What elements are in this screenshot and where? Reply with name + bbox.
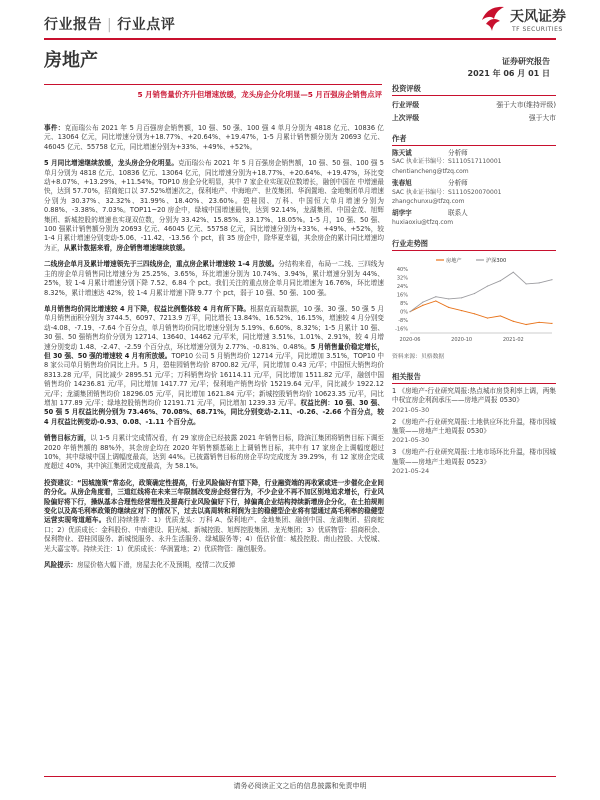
y-tick-label: 40% [396, 267, 408, 274]
paragraph-lead: 单月销售均价同比增速较 4 月下降，权益比例整体较 4 月有所下降。 [44, 304, 251, 313]
author-sac: SAC 执业证书编号：S1110517110001 [392, 158, 502, 166]
paragraph-emphasis: 从累计数据来看，房企销售增速继续放缓。 [63, 243, 190, 252]
paragraph-lead: 二线房企单月及累计增速领先于三四线房企，重点房企累计增速较 1-4 月放缓。 [44, 260, 279, 269]
y-tick-label: 24% [396, 284, 408, 291]
paragraph-investment [44, 479, 384, 554]
data-point [474, 313, 475, 314]
report-type: 证券研究报告 [502, 57, 550, 66]
paragraph-may-growth [44, 159, 384, 253]
data-point [461, 310, 462, 311]
paragraph-text: 克而瑞公布 2021 年 5 月百强房企销售额，10 强、50 强、100 强 5 单月分别为 4818 亿元、10836 亿元、13064 亿元，同比增速分别为+18.77%、+20.64%、+19.47%，环比变动+8.07%、+13.29%、+11.54%。TOP10 房企分化明显，其中 7 家企业实现双位数增长，融创中国在 中增速最快，达到 57.70%，招商蛇口以 37.52%增速次之，保利地产、中海地产、世茂集团、华润置地、金地集团单月增速分别为 30.37%、32.32%、31.99%、18.40%、23.60%。碧桂园、万科、中国恒大单月增速分别为 0.88%、-3.38%、7.03%。TOP11~20 房企中，绿城中国增速最快，达到 92.14%，龙湖集团、中国金茂、旭辉集团、新城控股的增速也实现双位数，分别为 33.42%、15.85%、33.17%、18.05%。1-5 月，10 强、50 强、100 强累计销售额分别为 20693 亿元、46045 亿元、55758 亿元，同比增速分别为+33%、+49%、+52%，较 1-4 月累计增速分别变动-5.06、-11.42、-13.56 个 pct，前 35 房企中，除华夏幸福，其余房企的累计同比增速均为正， [44, 159, 384, 252]
rating-key: 上次评级 [392, 114, 420, 122]
paragraph-text: 房屋价格大幅下滑，房屋去化不及预期，疫情二次反弹 [76, 561, 236, 570]
paragraph-sales-target [44, 434, 384, 472]
series-line-1 [410, 301, 552, 325]
paragraph-text: 根据克而瑞数据，10 强、30 强、50 强 5 月单月销售面积分别为 3744.5、6097、7213.9 万平，同比增长 13.84%、16.52%、16.15%，增速较 4 月分别变动-4.08、-7.19、-7.64 个百分点，单月销售均价同比增速分别为 5.19%、6.60%、8.32%；1-5 月累计 10 强、30 强、50 强销售均价分别为 12714、13640、14462 元/平米，同比增速 3.51%、1.01%、2.91%，较 4 月增速分别变动 1.48、-2.47、-2.59 个百分点，环比增速分别为 2.77%、-0.81%、0.48%。 [44, 304, 384, 351]
paragraph-text: 我们持续推荐：1）优质龙头：万科 A、保利地产、金地集团、融创中国、龙湖集团、招商蛇口；2）优质成长：金科股份、中南建设、阳光城、新城控股、旭辉控股集团、龙光集团；3）优质物管：招商积余、保利物业、碧桂园服务、新城悦服务、永升生活服务、绿城服务等；4）低估价值：城投控股、南山控股、大悦城、光大嘉宝等。持续关注：1）优质成长：华润置地；2）优质物管：融创服务。 [44, 516, 385, 553]
y-tick-label: 8% [400, 301, 408, 308]
author-3 [392, 209, 556, 227]
author-role: 联系人 [448, 209, 468, 218]
paragraph-lead: 5 月同比增速继续放缓，龙头房企分化明显。 [44, 159, 179, 168]
rating-row-industry [392, 99, 556, 109]
related-report-2[interactable] [392, 418, 556, 446]
legend-label: 房地产 [446, 258, 462, 265]
trend-chart-svg [392, 255, 556, 347]
page-title: 房地产 [44, 50, 98, 71]
related-date: 2021-05-30 [392, 436, 430, 445]
paragraph-city-tier [44, 260, 384, 298]
data-point [526, 284, 527, 285]
data-point [409, 311, 410, 312]
data-point [422, 302, 423, 303]
paragraph-text: 以 1-5 月累计完成情况看，有 29 家房企已经披露 2021 年销售目标，除滨江集团将销售目标下调至 2020 年销售额的 88%外，其余房企均在 2020 年销售额基础上上调销售目标，其中有 17 家房企上调幅度超过 10%，其中绿城中国上调幅度最高，达到 44%。已披露销售目标的房企平均完成度为 39.29%，有 12 家房企完成度超过 40%，其中滨江集团完成度最高，为 58.1%。 [44, 434, 385, 471]
trend-heading: 行业走势图 [392, 239, 556, 251]
legend-label: 沪深300 [486, 258, 507, 265]
related-title[interactable]: 2 《房地产-行业研究周报:土地供应环比升温，楼市因城施策——房地产土地周报 0530》 [392, 417, 556, 436]
tf-securities-logo [480, 2, 580, 40]
header-rule [44, 38, 556, 40]
data-point [487, 318, 488, 319]
main-body [44, 124, 384, 577]
data-point [448, 307, 449, 308]
author-2 [392, 179, 556, 206]
data-point [435, 301, 436, 302]
data-point [551, 323, 552, 324]
logo-chinese-text: 天风证券 [510, 9, 566, 25]
sidebar [392, 80, 556, 476]
related-heading: 相关报告 [392, 372, 556, 384]
trend-chart [392, 255, 556, 347]
x-tick-label: 2020-10 [451, 337, 473, 344]
author-role: 分析师 [448, 179, 468, 188]
author-name: 陈天诚 [392, 149, 412, 157]
paragraph-emphasis: 权益比例：10 强、30 强、50 强 5 月权益比例分别为 73.46%、70.08%、68.71%，同比分别变动-2.11、-0.26、-2.66 个百分点，较 4 月权益比例变动-0.93、0.08、-1.11 个百分点。 [44, 398, 384, 426]
author-1 [392, 149, 556, 176]
paragraph-text: 克而瑞公布 2021 年 5 月百强房企销售额，10 强、50 强、100 强 4 单月分别为 4818 亿元、10836 亿元、13064 亿元，同比增速分别为+18.77%、+20.64%、+19.47%，1-5 月累计销售额分别为 20693 亿元、46045 亿元、55758 亿元，同比增速分别为+33%、+49%、+52%。 [44, 124, 384, 151]
paragraph-text: TOP10 公司 5 月销售均价 12714 元/平，同比增加 3.51%，TOP10 中 8 家公司单月销售均价同比上升。5 月，碧桂园销售均价 8700.82 元/平，同比增加 0.43 元/平；中国恒大销售均价 8313.28 元/平，同比减少 2895.51 元/平；万科销售均价 16114.11 元/平，同比增加 1511.82 元/平，融创中国销售均价 14236.81 元/平，同比增加 1417.77 元/平；保利地产销售均价 15219.64 元/平，同比减少 1922.12 元/平；龙湖集团销售均价 18296.05 元/平，同比增加 1621.84 元/平；新城控股销售均价 10623.35 元/平，同比增加 177.89 元/平；绿地控股销售均价 12191.71 元/平，同比增加 1239.33 元/平。 [44, 351, 384, 407]
related-date: 2021-05-30 [392, 405, 430, 414]
x-tick-label: 2020-06 [399, 337, 421, 344]
paragraph-event [44, 124, 384, 152]
data-point [500, 316, 501, 317]
y-tick-label: -8% [398, 318, 408, 325]
data-point [513, 272, 514, 273]
y-tick-label: 16% [396, 292, 408, 299]
author-email[interactable]: chentiancheng@tfzq.com [392, 167, 469, 175]
paragraph-lead: 投资建议：“因城施策”常态化，政策确定性提高，行业风险偏好有望下降，行业融资端的再收紧或进一步催化企业间的分化。从房企角度看，三道红线将在未来三年限制改变房企经营行为，不少企业不再不加区别地追求增长，行业风险偏好将下行， [44, 478, 384, 506]
data-point [538, 322, 539, 323]
data-point [500, 280, 501, 281]
related-title[interactable]: 3 《房地产-行业研究周报:土地市场环比升温，楼市因城施策——房地产土地周报 0523》 [392, 448, 556, 466]
chart-source: 资料来源：贝格数据 [392, 354, 445, 361]
subtitle-rule [44, 84, 382, 85]
paragraph-lead: 风险提示： [44, 561, 77, 570]
paragraph-emphasis: 5 月销售量价稳定增长，但 30 强、50 强的增速较 4 月有所放缓。 [44, 342, 385, 360]
author-heading: 作者 [392, 134, 556, 146]
data-point [448, 299, 449, 300]
rating-key: 行业评级 [392, 101, 420, 109]
data-point [487, 286, 488, 287]
x-tick-label: 2021-02 [502, 337, 524, 344]
paragraph-emphasis: 操纵基本合理性经营理性及提高行业风险偏好下行，掉偏离企业结构持续新增房企分化，在土拍规则变化以及高毛利率政策的继续应对下的情况下，过去以高周转和利润为主的稳健型企业将有望通过高毛利率的稳健型运营实现弯道超车。 [44, 497, 385, 525]
category-separator: | [107, 17, 113, 33]
paragraph-price [44, 305, 384, 427]
data-point [526, 324, 527, 325]
data-point [461, 297, 462, 298]
related-report-1[interactable] [392, 387, 556, 415]
rating-row-previous [392, 112, 556, 122]
paragraph-lead: 销售目标方面， [44, 434, 91, 443]
report-date: 2021 年 06 月 01 日 [467, 69, 550, 78]
tf-bird-logo-icon [480, 4, 506, 34]
paragraph-lead: 事件： [44, 124, 65, 132]
footer-disclaimer[interactable]: 请务必阅读正文之后的信息披露和免责申明 [233, 782, 367, 790]
author-sac: SAC 执业证书编号：S1110520070001 [392, 188, 502, 196]
subcategory-label: 行业点评 [117, 17, 176, 33]
related-report-3[interactable] [392, 448, 556, 476]
related-date: 2021-05-24 [392, 466, 430, 475]
report-subtitle: 5 月销售量价齐升但增速放缓，龙头房企分化明显—5 月百强房企销售点评 [137, 90, 382, 99]
series-line-2 [410, 272, 552, 312]
related-title[interactable]: 1 《房地产-行业研究周报:热点城市房贷利率上调，两集中权宜房企利润承压——房地产周报 0530》 [392, 387, 556, 405]
y-tick-label: -16% [395, 326, 408, 333]
paragraph-risk [44, 561, 384, 570]
paragraph-text: 分结构来看，布局一二线、三四线为主的房企单月销售同比增速分为 25.25%、3.65%，环比增速分别为 10.74%、3.94%，累计增速分别为 44%、25%，较 1-4 月累计增速分别下降 7.52、6.84 个 pct。我们关注的重点房企单月同比增速为 16.76%，环比增速 8.32%，累计增速达 42%，较 1-4 月累计增速下降 9.77 个 pct，弱于 10 强、50 强、100 强。 [44, 260, 384, 297]
category-label: 行业报告 [44, 17, 102, 33]
author-email[interactable]: zhangchunxu@tfzq.com [392, 198, 465, 206]
data-point [435, 296, 436, 297]
report-category [44, 14, 175, 34]
rating-value: 强于大市(维持评级) [496, 101, 556, 109]
y-tick-label: 0% [400, 309, 408, 316]
data-point [474, 293, 475, 294]
author-name: 胡孛宇 [392, 209, 412, 218]
author-role: 分析师 [448, 149, 468, 157]
data-point [422, 305, 423, 306]
logo-english-text: TF SECURITIES [512, 26, 563, 33]
author-email[interactable]: huxiaoxiu@tfzq.com [392, 218, 454, 226]
y-tick-label: 32% [396, 275, 408, 282]
data-point [538, 283, 539, 284]
rating-value: 强于大市 [528, 114, 556, 122]
data-point [513, 321, 514, 322]
rating-heading: 投资评级 [392, 84, 556, 96]
author-name: 张春旭 [392, 179, 412, 188]
data-point [551, 279, 552, 280]
footer-rule [44, 776, 556, 777]
